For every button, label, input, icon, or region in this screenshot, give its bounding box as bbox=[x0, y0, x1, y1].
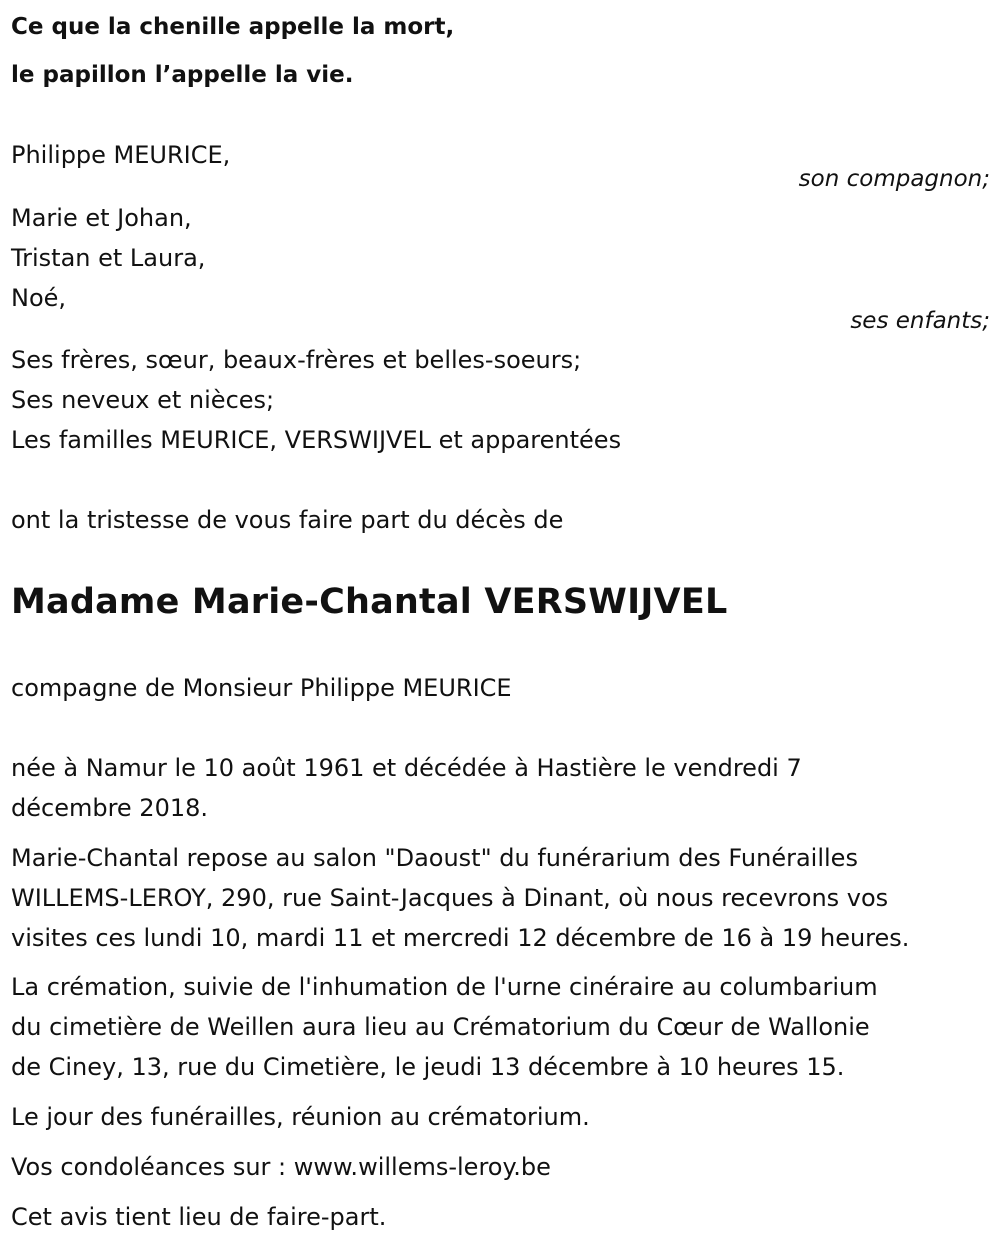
companion-role: son compagnon; bbox=[798, 166, 990, 192]
visitation-line-1: Marie-Chantal repose au salon "Daoust" du funérarium des Funérailles bbox=[11, 844, 858, 872]
relatives-line-3: Les familles MEURICE, VERSWIJVEL et apparentées bbox=[11, 426, 622, 454]
cremation-line-3: de Ciney, 13, rue du Cimetière, le jeudi 13 décembre à 10 heures 15. bbox=[11, 1053, 845, 1081]
relatives-line-2: Ses neveux et nièces; bbox=[11, 386, 275, 414]
announcement-text: ont la tristesse de vous faire part du décès de bbox=[11, 506, 564, 534]
child-line-2: Tristan et Laura, bbox=[11, 244, 206, 272]
visitation-line-3: visites ces lundi 10, mardi 11 et mercredi 12 décembre de 16 à 19 heures. bbox=[11, 924, 910, 952]
deceased-name: Madame Marie-Chantal VERSWIJVEL bbox=[11, 582, 728, 622]
birth-death-line-2: décembre 2018. bbox=[11, 794, 209, 822]
condolences-text: Vos condoléances sur : www.willems-leroy.be bbox=[11, 1153, 551, 1181]
birth-death-line-1: née à Namur le 10 août 1961 et décédée à Hastière le vendredi 7 bbox=[11, 754, 802, 782]
visitation-line-2: WILLEMS-LEROY, 290, rue Saint-Jacques à Dinant, où nous recevrons vos bbox=[11, 884, 889, 912]
deceased-relation: compagne de Monsieur Philippe MEURICE bbox=[11, 674, 512, 702]
cremation-line-1: La crémation, suivie de l'inhumation de l'urne cinéraire au columbarium bbox=[11, 973, 878, 1001]
child-line-1: Marie et Johan, bbox=[11, 204, 192, 232]
child-line-3: Noé, bbox=[11, 284, 67, 312]
meeting-text: Le jour des funérailles, réunion au crématorium. bbox=[11, 1103, 590, 1131]
children-role: ses enfants; bbox=[850, 308, 990, 334]
relatives-line-1: Ses frères, sœur, beaux-frères et belles-soeurs; bbox=[11, 346, 582, 374]
notice-text: Cet avis tient lieu de faire-part. bbox=[11, 1203, 387, 1231]
companion-name: Philippe MEURICE, bbox=[11, 141, 231, 169]
epigraph-line-2: le papillon l’appelle la vie. bbox=[11, 62, 354, 88]
cremation-line-2: du cimetière de Weillen aura lieu au Crématorium du Cœur de Wallonie bbox=[11, 1013, 870, 1041]
epigraph-line-1: Ce que la chenille appelle la mort, bbox=[11, 14, 455, 40]
